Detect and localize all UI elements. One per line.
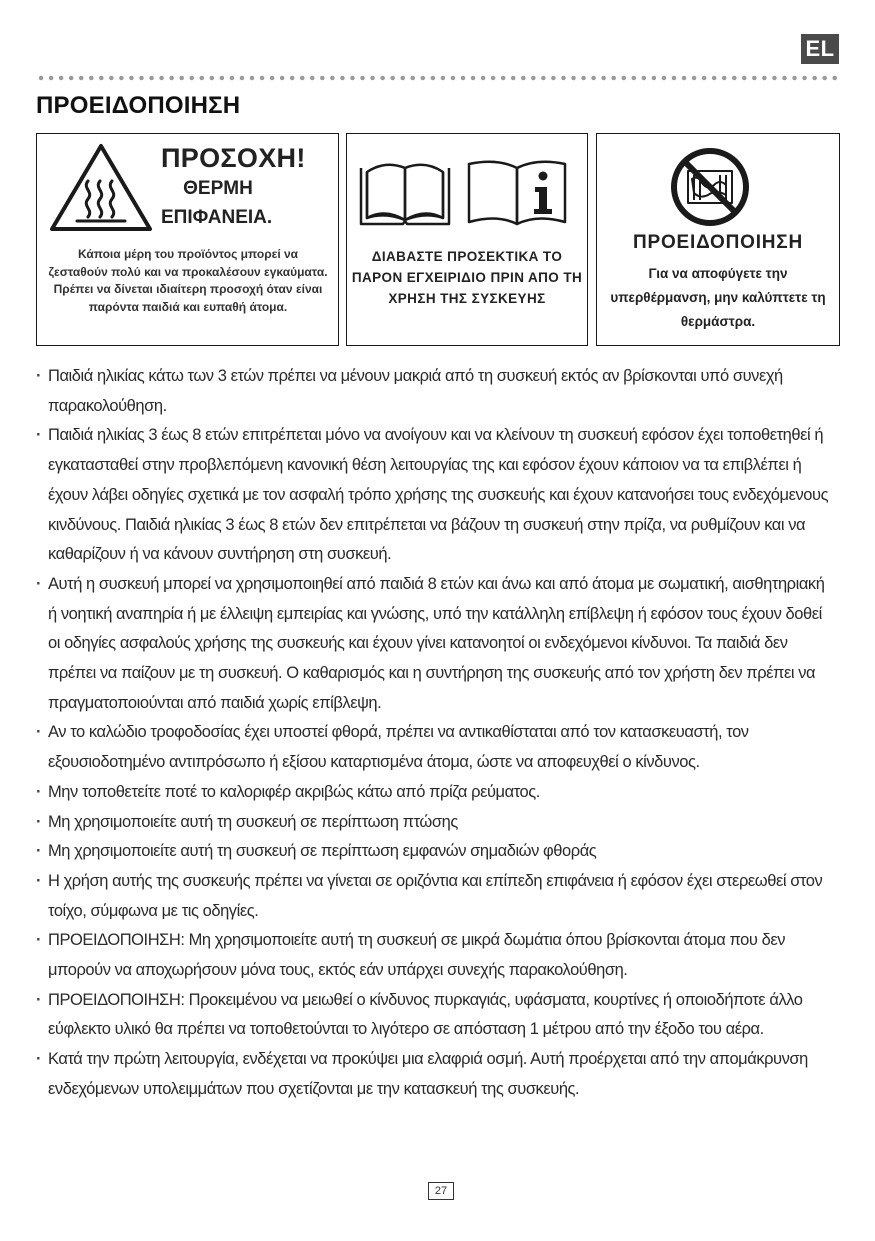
list-item: · Κατά την πρώτη λειτουργία, ενδέχεται να προκύψει μια ελαφριά οσμή. Αυτή προέρχεται από την απομάκρυνση ενδεχόμενων υπολειμμάτων που σχετίζονται με την κατασκευή της συσκευής. <box>36 1045 836 1104</box>
list-item: · Αν το καλώδιο τροφοδοσίας έχει υποστεί φθορά, πρέπει να αντικαθίσταται από τον κατασκευαστή, τον εξουσιοδοτημένο αντιπρόσωπο ή εξίσου καταρτισμένα άτομα, ώστε να αποφευχθεί ο κίνδυνος. <box>36 718 836 777</box>
read-manual-box <box>346 133 588 346</box>
section-title: ΠΡΟΕΙΔΟΠΟΙΗΣΗ <box>36 92 241 119</box>
hot-surface-warning-box <box>36 133 339 346</box>
do-not-cover-title: ΠΡΟΕΙΔΟΠΟΙΗΣΗ <box>632 232 804 253</box>
list-item: · Μη χρησιμοποιείτε αυτή τη συσκευή σε περίπτωση πτώσης <box>36 808 836 838</box>
do-not-cover-text: Για να αποφύγετε την υπερθέρμανση, μην καλύπτετε τη θερμάστρα. <box>610 266 826 329</box>
hot-surface-warning-icon <box>47 141 155 235</box>
safety-bullet-list <box>36 362 836 1105</box>
list-item: · ΠΡΟΕΙΔΟΠΟΙΗΣΗ: Μη χρησιμοποιείτε αυτή τη συσκευή σε μικρά δωμάτια όπου βρίσκονται άτομα που δεν μπορούν να αποχωρήσουν μόνα τους, εκτός εάν υπάρχει συνεχής παρακολούθηση. <box>36 926 836 985</box>
list-item: · Αυτή η συσκευή μπορεί να χρησιμοποιηθεί από παιδιά 8 ετών και άνω και από άτομα με σωματική, αισθητηριακή ή νοητική αναπηρία ή με έλλειψη εμπειρίας και γνώσης, υπό την κατάλληλη επίβλεψη ή εφόσον τους έχουν δοθεί οι οδηγίες ασφαλούς χρήσης της συσκευής και έχουν γίνει κατανοητοί οι ενδεχόμενοι κίνδυνοι. Τα παιδιά δεν πρέπει να παίζουν με τη συσκευή. Ο καθαρισμός και η συντήρηση της συσκευής από τον χρήστη δεν πρέπει να πραγματοποιούνται από παιδιά χωρίς επίβλεψη. <box>36 570 836 719</box>
list-item: · Μην τοποθετείτε ποτέ το καλοριφέρ ακριβώς κάτω από πρίζα ρεύματος. <box>36 778 836 808</box>
hot-surface-subtitle-1: ΘΕΡΜΗ <box>183 178 253 199</box>
hot-surface-text: Κάποια μέρη του προϊόντος μπορεί να ζεσταθούν πολύ και να προκαλέσουν εγκαύματα. Πρέπει να δίνεται ιδιαίτερη προσοχή όταν είναι παρόντα παιδιά και ευπαθή άτομα. <box>48 247 328 314</box>
do-not-cover-box <box>596 133 840 346</box>
hot-surface-subtitle-2: ΕΠΙΦΑΝΕΙΑ. <box>161 207 273 228</box>
do-not-cover-icon <box>668 145 752 229</box>
hot-surface-title: ΠΡΟΣΟΧΗ! <box>161 143 306 173</box>
read-manual-text: ΔΙΑΒΑΣΤΕ ΠΡΟΣΕΚΤΙΚΑ ΤΟ ΠΑΡΟΝ ΕΓΧΕΙΡΙΔΙΟ ΠΡΙΝ ΑΠΟ ΤΗ ΧΡΗΣΗ ΤΗΣ ΣΥΣΚΕΥΗΣ <box>351 249 583 306</box>
list-item: · Η χρήση αυτής της συσκευής πρέπει να γίνεται σε οριζόντια και επίπεδη επιφάνεια ή εφόσον έχει στερεωθεί στον τοίχο, σύμφωνα με τις οδηγίες. <box>36 867 836 926</box>
dotted-divider <box>36 75 840 81</box>
list-item: · ΠΡΟΕΙΔΟΠΟΙΗΣΗ: Προκειμένου να μειωθεί ο κίνδυνος πυρκαγιάς, υφάσματα, κουρτίνες ή οποιοδήποτε άλλο εύφλεκτο υλικό θα πρέπει να τοποθετούνται το λιγότερο σε απόσταση 1 μέτρου από την έξοδο του αέρα. <box>36 986 836 1045</box>
language-badge: EL <box>801 34 839 64</box>
list-item: · Παιδιά ηλικίας 3 έως 8 ετών επιτρέπεται μόνο να ανοίγουν και να κλείνουν τη συσκευή εφόσον έχει τοποθετηθεί ή εγκατασταθεί στην προβλεπόμενη κανονική θέση λειτουργίας της και εφόσον έχουν κάποιον να τα επιβλέπει ή έχουν λάβει οδηγίες σχετικά με τον ασφαλή τρόπο χρήσης της συσκευής και έχουν κατανοήσει τους ενδεχόμενους κινδύνους. Παιδιά ηλικίας 3 έως 8 ετών δεν επιτρέπεται να βάζουν τη συσκευή στην πρίζα, να ρυθμίζουν και να καθαρίζουν ή να κάνουν συντήρηση στη συσκευή. <box>36 421 836 570</box>
list-item: · Μη χρησιμοποιείτε αυτή τη συσκευή σε περίπτωση εμφανών σημαδιών φθοράς <box>36 837 836 867</box>
list-item: · Παιδιά ηλικίας κάτω των 3 ετών πρέπει να μένουν μακριά από τη συσκευή εκτός αν βρίσκονται υπό συνεχή παρακολούθηση. <box>36 362 836 421</box>
read-manual-icon <box>357 156 577 228</box>
page-number: 27 <box>428 1182 454 1200</box>
